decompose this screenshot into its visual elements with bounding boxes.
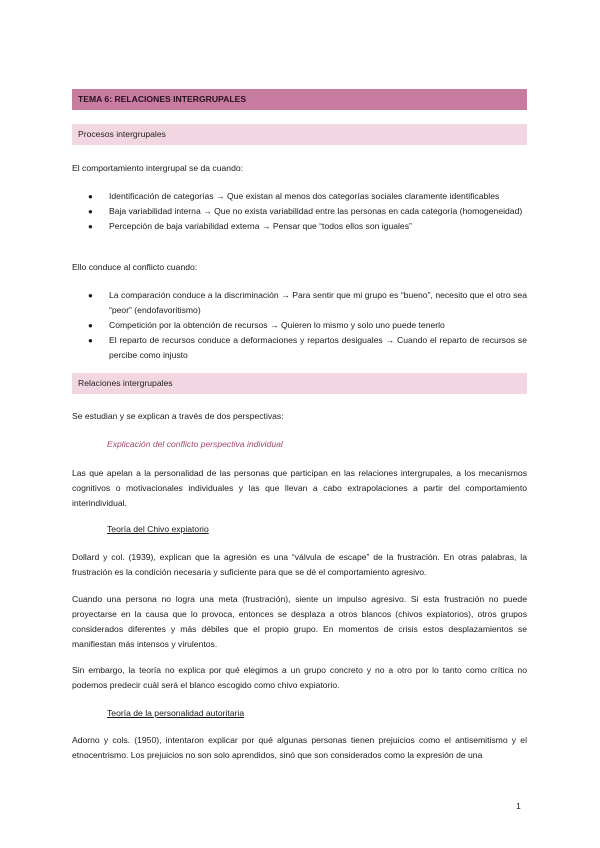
list-item: ● Percepción de baja variabilidad externa → Pensar que “todos ellos son iguales” [72,219,527,234]
list-item: ● Identificación de categorías → Que existan al menos dos categorías sociales claramente identificables [72,189,527,204]
theory-heading-autoritaria: Teoría de la personalidad autoritaria [107,708,245,718]
theory-heading-chivo: Teoría del Chivo expiatorio [107,524,209,534]
bullet-icon: ● [88,336,93,345]
bullet-icon: ● [88,207,93,216]
section2-intro: Se estudian y se explican a través de dos perspectivas: [72,411,284,421]
paragraph-critica: Sin embargo, la teoría no explica por qué elegimos a un grupo concreto y no a otro por lo tanto como crítica no podemos predecir cuál será el blanco escogido como chivo expiatorio. [72,665,527,690]
list-item: ● El reparto de recursos conduce a deformaciones y repartos desiguales → Cuando el reparto de recursos se percibe como injusto [88,335,527,360]
paragraph-perspectiva: Las que apelan a la personalidad de las personas que participan en las relaciones intergrupales, a los mecanismos cognitivos o motivacionales individuales y las que llevan a cabo extrapolaciones a partir del comportamiento interindividual. [72,468,527,508]
bullet-icon: ● [88,222,93,231]
bullet-icon: ● [88,192,93,201]
section1-intro: El comportamiento intergrupal se da cuando: [72,163,244,173]
paragraph-frustracion: Cuando una persona no logra una meta (frustración), siente un impulso agresivo. Si esta frustración no puede proyectarse en la causa que lo provoca, entonces se desplaza a otros blancos (chivos expiatorios), otros grupos considerados diferentes y más débiles que el propio grupo. En momentos de crisis estos desplazamientos se manifiestan más intensos y virulentos. [72,594,527,649]
document-title: TEMA 6: RELACIONES INTERGRUPALES [72,89,527,110]
bullet-icon: ● [88,321,93,330]
paragraph-dollard: Dollard y col. (1939), explican que la agresión es una “válvula de escape” de la frustración. En otras palabras, la frustración es la condición necesaria y suficiente para que se dé el comportamiento agresivo. [72,552,527,577]
section-heading-relaciones: Relaciones intergrupales [72,373,527,394]
section1-intro2: Ello conduce al conflicto cuando: [72,262,198,272]
section1-bullet-list [72,189,527,234]
list-item: ● La comparación conduce a la discriminación → Para sentir que mi grupo es “bueno”, necesito que el otro sea “peor” (endofavoritismo) [88,290,527,315]
section1-bullet-list-2 [72,288,527,363]
page-number: 1 [516,801,521,811]
bullet-icon: ● [88,291,93,300]
paragraph-adorno: Adorno y cols. (1950), intentaron explicar por qué algunas personas tienen prejuicios como el antisemitismo y el etnocentrismo. Los prejuicios no son solo aprendidos, sinó que son considerados como la expresión de una [72,735,527,760]
perspective-subheading: Explicación del conflicto perspectiva individual [107,439,283,449]
list-item: ● Competición por la obtención de recursos → Quieren lo mismo y solo uno puede tenerlo [72,318,527,333]
section-heading-procesos: Procesos intergrupales [72,124,527,145]
list-item: ● Baja variabilidad interna → Que no exista variabilidad entre las personas en cada categoría (homogeneidad) [72,204,527,219]
